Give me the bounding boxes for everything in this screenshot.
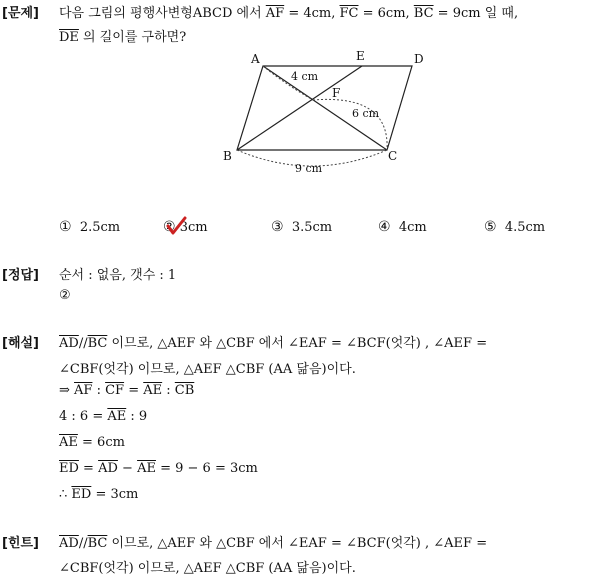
segment-ae: $\overline{AE}$ [137,461,156,476]
parallelogram-figure [215,46,430,178]
hint-tag: [힌트] [2,536,39,551]
selected-check-icon [165,215,187,237]
choice-1-number: ① [59,219,72,235]
choice-4-number: ④ [378,219,391,235]
choice-5-text: 4.5cm [504,220,546,235]
choice-3-number: ③ [271,219,284,235]
hint-line-1 [59,532,487,551]
explanation-line-7 [59,487,138,502]
length-af-label: 4 cm [291,70,319,83]
problem-text: 다음 그림의 평행사변형ABCD 에서 [59,6,266,21]
explanation-line-6 [59,461,258,476]
choice-2-text: 3cm [179,220,208,235]
ratio-colon: : [162,383,175,398]
choice-2-number: ② [163,219,176,235]
vertex-a-label: A [251,52,260,66]
segment-ad: $\overline{AD}$ [59,336,79,351]
explanation-line-2: ∠CBF(엇각) 이므로, △AEF △CBF (AA 닮음)이다. [59,362,356,377]
problem-question: 의 길이를 구하면? [78,30,187,45]
segment-ae: $\overline{AE}$ [143,383,163,398]
explanation-tag: [해설] [2,336,39,351]
segment-bc: $\overline{BC}$ [87,336,108,351]
explanation-text: 이므로, △AEF 와 △CBF 에서 ∠EAF = ∠BCF(엇각) , ∠AEF = [107,336,488,351]
equals: = [78,461,99,476]
minus: − [117,461,138,476]
problem-line-2 [59,26,186,45]
vertex-d-label: D [414,52,424,66]
choice-5[interactable] [484,219,545,235]
value-fc: = 6cm, [358,6,414,21]
segment-cf: $\overline{CF}$ [105,383,125,398]
parallel-symbol: // [78,336,88,351]
choice-3-text: 3.5cm [291,220,333,235]
point-e-label: E [356,49,365,63]
result-text: = 9 − 6 = 3cm [155,461,258,476]
segment-ad: $\overline{AD}$ [98,461,118,476]
ratio-colon: : [92,383,106,398]
equals: = [124,383,144,398]
value-af: = 4cm, [284,6,340,21]
segment-af: $\overline{AF}$ [74,383,93,398]
choice-5-number: ⑤ [484,219,497,235]
choice-1-text: 2.5cm [79,220,121,235]
explanation-line-4 [59,409,147,424]
problem-line-1 [59,2,518,21]
answer-value: ② [59,288,71,303]
choice-3[interactable] [271,219,332,235]
choice-1[interactable] [59,219,120,235]
explanation-line-1 [59,332,487,351]
choice-4-text: 4cm [398,220,427,235]
explanation-line-5 [59,435,125,450]
result-text: = 6cm [77,435,125,450]
length-bc-label: 9 cm [295,162,323,175]
ratio-text: 4 : 6 = [59,409,108,424]
segment-bc: $\overline{BC}$ [413,6,434,21]
segment-ae: $\overline{AE}$ [107,409,127,424]
segment-fc: $\overline{FC}$ [339,6,359,21]
final-answer-text: = 3cm [91,487,139,502]
hint-text: 이므로, △AEF 와 △CBF 에서 ∠EAF = ∠BCF(엇각) , ∠AEF = [107,536,488,551]
segment-ad: $\overline{AD}$ [59,536,79,551]
segment-de: $\overline{DE}$ [59,30,79,45]
problem-tag: [문제] [2,6,39,21]
ratio-text: : 9 [126,409,148,424]
point-f-label: F [332,86,341,100]
value-bc: = 9cm 일 때, [433,6,519,21]
choice-4[interactable] [378,219,427,235]
answer-tag: [정답] [2,268,39,283]
segment-ed: $\overline{ED}$ [59,461,79,476]
segment-bc: $\overline{BC}$ [87,536,108,551]
segment-ae: $\overline{AE}$ [59,435,78,450]
segment-af: $\overline{AF}$ [265,6,285,21]
answer-meta: 순서 : 없음, 갯수 : 1 [59,268,177,283]
hint-line-2: ∠CBF(엇각) 이므로, △AEF △CBF (AA 닮음)이다. [59,561,356,576]
length-fc-label: 6 cm [352,107,380,120]
segment-cb: $\overline{CB}$ [174,383,195,398]
implies-symbol: ⇒ [59,383,75,398]
therefore-symbol: ∴ [59,487,72,502]
explanation-line-3 [59,383,194,398]
vertex-c-label: C [388,149,398,163]
segment-ed: $\overline{ED}$ [71,487,92,502]
parallel-symbol: // [78,536,88,551]
vertex-b-label: B [223,149,232,163]
